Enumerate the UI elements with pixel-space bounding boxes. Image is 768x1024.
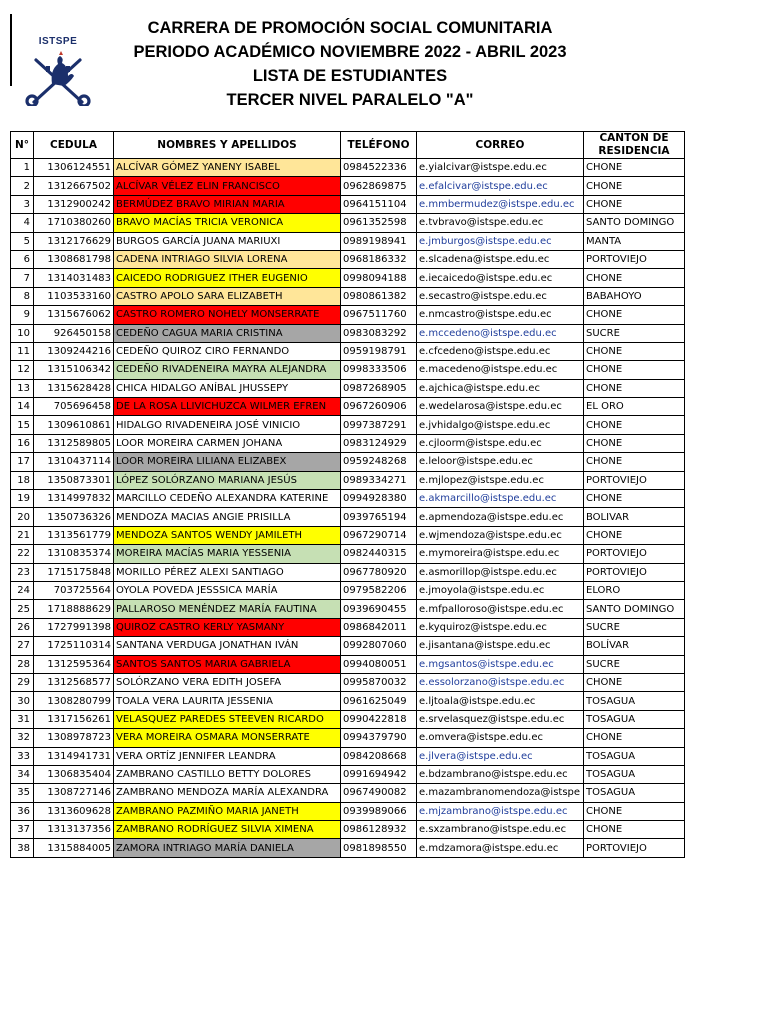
phone-cell: 0987268905 [341,379,417,397]
header-phone: TELÉFONO [341,132,417,159]
cedula-cell: 1306835404 [34,765,114,783]
email-cell: e.tvbravo@istspe.edu.ec [417,214,584,232]
canton-cell: BOLÍVAR [584,637,685,655]
phone-cell: 0989334271 [341,471,417,489]
student-name-cell: SANTOS SANTOS MARIA GABRIELA [114,655,341,673]
student-name-cell: LOOR MOREIRA CARMEN JOHANA [114,434,341,452]
phone-cell: 0939690455 [341,600,417,618]
canton-cell: CHONE [584,416,685,434]
cedula-cell: 703725564 [34,581,114,599]
table-row [11,232,685,250]
table-row [11,159,685,177]
table-row [11,177,685,195]
table-row [11,563,685,581]
row-number: 29 [11,673,34,691]
phone-cell: 0964151104 [341,195,417,213]
student-name-cell: CEDEÑO QUIROZ CIRO FERNANDO [114,342,341,360]
canton-cell: PORTOVIEJO [584,839,685,857]
canton-cell: CHONE [584,177,685,195]
email-cell: e.nmcastro@istspe.edu.ec [417,306,584,324]
phone-cell: 0979582206 [341,581,417,599]
student-name-cell: MORILLO PÉREZ ALEXI SANTIAGO [114,563,341,581]
table-row [11,195,685,213]
cedula-cell: 1718888629 [34,600,114,618]
students-table [10,131,685,858]
phone-cell: 0967511760 [341,306,417,324]
student-name-cell: ZAMBRANO MENDOZA MARÍA ALEXANDRA [114,784,341,802]
student-name-cell: ALCÍVAR GÓMEZ YANENY ISABEL [114,159,341,177]
phone-cell: 0995870032 [341,673,417,691]
phone-cell: 0994928380 [341,490,417,508]
phone-cell: 0967780920 [341,563,417,581]
canton-cell: BOLIVAR [584,508,685,526]
cedula-cell: 1315884005 [34,839,114,857]
table-row [11,637,685,655]
canton-cell: TOSAGUA [584,710,685,728]
email-cell: e.jvhidalgo@istspe.edu.ec [417,416,584,434]
email-cell: e.jmoyola@istspe.edu.ec [417,581,584,599]
header-canton: CANTON DE RESIDENCIA [584,132,685,159]
email-cell: e.jmburgos@istspe.edu.ec [417,232,584,250]
student-name-cell: ZAMBRANO PAZMIÑO MARIA JANETH [114,802,341,820]
canton-cell: CHONE [584,159,685,177]
rooster-keys-icon [22,46,94,106]
email-cell: e.mmbermudez@istspe.edu.ec [417,195,584,213]
cedula-cell: 1715175848 [34,563,114,581]
email-cell: e.asmorillop@istspe.edu.ec [417,563,584,581]
row-number: 21 [11,526,34,544]
cedula-cell: 1710380260 [34,214,114,232]
cedula-cell: 1310835374 [34,545,114,563]
email-cell: e.cjloorm@istspe.edu.ec [417,434,584,452]
table-row [11,784,685,802]
header-number: N° [11,132,34,159]
table-row [11,287,685,305]
student-name-cell: BRAVO MACÍAS TRICIA VERONICA [114,214,341,232]
canton-cell: ELORO [584,581,685,599]
canton-cell: PORTOVIEJO [584,563,685,581]
email-cell: e.wjmendoza@istspe.edu.ec [417,526,584,544]
table-row [11,269,685,287]
canton-cell: SANTO DOMINGO [584,214,685,232]
student-name-cell: VERA ORTÍZ JENNIFER LEANDRA [114,747,341,765]
row-number: 27 [11,637,34,655]
document-title [100,16,600,112]
phone-cell: 0967490082 [341,784,417,802]
student-name-cell: ZAMBRANO RODRÍGUEZ SILVIA XIMENA [114,821,341,839]
email-cell: e.iecaicedo@istspe.edu.ec [417,269,584,287]
table-row [11,618,685,636]
row-number: 23 [11,563,34,581]
canton-cell: CHONE [584,729,685,747]
email-cell: e.mjlopez@istspe.edu.ec [417,471,584,489]
table-row [11,692,685,710]
email-cell: e.essolorzano@istspe.edu.ec [417,673,584,691]
header-divider [10,14,12,86]
student-name-cell: OYOLA POVEDA JESSSICA MARÍA [114,581,341,599]
canton-cell: TOSAGUA [584,692,685,710]
table-row [11,655,685,673]
table-row [11,765,685,783]
table-row [11,526,685,544]
table-row [11,471,685,489]
row-number: 28 [11,655,34,673]
table-row [11,508,685,526]
row-number: 18 [11,471,34,489]
phone-cell: 0991694942 [341,765,417,783]
phone-cell: 0962869875 [341,177,417,195]
canton-cell: TOSAGUA [584,784,685,802]
email-cell: e.mfpalloroso@istspe.edu.ec [417,600,584,618]
row-number: 8 [11,287,34,305]
row-number: 31 [11,710,34,728]
cedula-cell: 1306124551 [34,159,114,177]
cedula-cell: 1310437114 [34,453,114,471]
student-name-cell: BERMÚDEZ BRAVO MIRIAN MARIA [114,195,341,213]
cedula-cell: 1313561779 [34,526,114,544]
row-number: 5 [11,232,34,250]
phone-cell: 0961352598 [341,214,417,232]
row-number: 35 [11,784,34,802]
cedula-cell: 1314941731 [34,747,114,765]
canton-cell: BABAHOYO [584,287,685,305]
canton-cell: EL ORO [584,398,685,416]
phone-cell: 0939989066 [341,802,417,820]
phone-cell: 0984208668 [341,747,417,765]
canton-cell: CHONE [584,821,685,839]
row-number: 26 [11,618,34,636]
title-list: LISTA DE ESTUDIANTES [252,67,448,85]
email-cell: e.mccedeno@istspe.edu.ec [417,324,584,342]
student-name-cell: CAICEDO RODRIGUEZ ITHER EUGENIO [114,269,341,287]
table-row [11,398,685,416]
table-row [11,434,685,452]
row-number: 20 [11,508,34,526]
cedula-cell: 1308280799 [34,692,114,710]
email-cell: e.ajchica@istspe.edu.ec [417,379,584,397]
student-name-cell: HIDALGO RIVADENEIRA JOSÉ VINICIO [114,416,341,434]
canton-cell: SUCRE [584,324,685,342]
row-number: 32 [11,729,34,747]
email-cell: e.efalcivar@istspe.edu.ec [417,177,584,195]
canton-cell: CHONE [584,453,685,471]
table-row [11,453,685,471]
phone-cell: 0967260906 [341,398,417,416]
cedula-cell: 1315628428 [34,379,114,397]
row-number: 14 [11,398,34,416]
email-cell: e.srvelasquez@istspe.edu.ec [417,710,584,728]
student-name-cell: QUIROZ CASTRO KERLY YASMANY [114,618,341,636]
cedula-cell: 1312595364 [34,655,114,673]
canton-cell: CHONE [584,361,685,379]
cedula-cell: 1315676062 [34,306,114,324]
student-name-cell: ZAMBRANO CASTILLO BETTY DOLORES [114,765,341,783]
row-number: 25 [11,600,34,618]
email-cell: e.mgsantos@istspe.edu.ec [417,655,584,673]
email-cell: e.secastro@istspe.edu.ec [417,287,584,305]
cedula-cell: 1312176629 [34,232,114,250]
table-row [11,342,685,360]
cedula-cell: 1312900242 [34,195,114,213]
phone-cell: 0997387291 [341,416,417,434]
student-name-cell: DE LA ROSA LLIVICHUZCA WILMER EFREN [114,398,341,416]
row-number: 6 [11,250,34,268]
table-row [11,802,685,820]
header-cedula: CEDULA [34,132,114,159]
row-number: 22 [11,545,34,563]
row-number: 11 [11,342,34,360]
email-cell: e.jlvera@istspe.edu.ec [417,747,584,765]
cedula-cell: 1103533160 [34,287,114,305]
email-cell: e.omvera@istspe.edu.ec [417,729,584,747]
canton-cell: TOSAGUA [584,747,685,765]
email-cell: e.slcadena@istspe.edu.ec [417,250,584,268]
email-cell: e.mymoreira@istspe.edu.ec [417,545,584,563]
cedula-cell: 1725110314 [34,637,114,655]
row-number: 2 [11,177,34,195]
logo-text: ISTSPE [38,36,78,47]
header-names: NOMBRES Y APELLIDOS [114,132,341,159]
table-row [11,416,685,434]
email-cell: e.akmarcillo@istspe.edu.ec [417,490,584,508]
canton-cell: PORTOVIEJO [584,471,685,489]
student-name-cell: MOREIRA MACÍAS MARIA YESSENIA [114,545,341,563]
canton-cell: MANTA [584,232,685,250]
row-number: 1 [11,159,34,177]
cedula-cell: 1308681798 [34,250,114,268]
phone-cell: 0967290714 [341,526,417,544]
email-cell: e.ljtoala@istspe.edu.ec [417,692,584,710]
phone-cell: 0983124929 [341,434,417,452]
table-row [11,747,685,765]
student-name-cell: TOALA VERA LAURITA JESSENIA [114,692,341,710]
cedula-cell: 705696458 [34,398,114,416]
email-cell: e.mazambranomendoza@istspe [417,784,584,802]
cedula-cell: 1317156261 [34,710,114,728]
phone-cell: 0980861382 [341,287,417,305]
phone-cell: 0994379790 [341,729,417,747]
student-name-cell: CHICA HIDALGO ANÍBAL JHUSSEPY [114,379,341,397]
student-name-cell: CADENA INTRIAGO SILVIA LORENA [114,250,341,268]
student-name-cell: ALCÍVAR VÉLEZ ELIN FRANCISCO [114,177,341,195]
canton-cell: CHONE [584,269,685,287]
student-name-cell: CASTRO APOLO SARA ELIZABETH [114,287,341,305]
canton-cell: CHONE [584,673,685,691]
row-number: 24 [11,581,34,599]
canton-cell: CHONE [584,802,685,820]
cedula-cell: 1308727146 [34,784,114,802]
cedula-cell: 1313609628 [34,802,114,820]
student-name-cell: MARCILLO CEDEÑO ALEXANDRA KATERINE [114,490,341,508]
canton-cell: CHONE [584,342,685,360]
row-number: 16 [11,434,34,452]
table-row [11,324,685,342]
phone-cell: 0998094188 [341,269,417,287]
student-name-cell: VERA MOREIRA OSMARA MONSERRATE [114,729,341,747]
row-number: 7 [11,269,34,287]
student-name-cell: LÓPEZ SOLÓRZANO MARIANA JESÚS [114,471,341,489]
row-number: 33 [11,747,34,765]
phone-cell: 0989198941 [341,232,417,250]
canton-cell: PORTOVIEJO [584,545,685,563]
phone-cell: 0986842011 [341,618,417,636]
student-name-cell: CEDEÑO CAGUA MARIA CRISTINA [114,324,341,342]
phone-cell: 0984522336 [341,159,417,177]
student-name-cell: VELASQUEZ PAREDES STEEVEN RICARDO [114,710,341,728]
student-name-cell: CEDEÑO RIVADENEIRA MAYRA ALEJANDRA [114,361,341,379]
row-number: 19 [11,490,34,508]
cedula-cell: 1312589805 [34,434,114,452]
cedula-cell: 1314031483 [34,269,114,287]
phone-cell: 0959248268 [341,453,417,471]
cedula-cell: 1727991398 [34,618,114,636]
phone-cell: 0981898550 [341,839,417,857]
cedula-cell: 1314997832 [34,490,114,508]
table-row [11,361,685,379]
student-name-cell: PALLAROSO MENÉNDEZ MARÍA FAUTINA [114,600,341,618]
student-name-cell: CASTRO ROMERO NOHELY MONSERRATE [114,306,341,324]
email-cell: e.cfcedeno@istspe.edu.ec [417,342,584,360]
email-cell: e.apmendoza@istspe.edu.ec [417,508,584,526]
row-number: 4 [11,214,34,232]
cedula-cell: 1312568577 [34,673,114,691]
email-cell: e.mdzamora@istspe.edu.ec [417,839,584,857]
phone-cell: 0992807060 [341,637,417,655]
student-name-cell: SOLÓRZANO VERA EDITH JOSEFA [114,673,341,691]
phone-cell: 0986128932 [341,821,417,839]
canton-cell: SANTO DOMINGO [584,600,685,618]
phone-cell: 0961625049 [341,692,417,710]
cedula-cell: 1313137356 [34,821,114,839]
phone-cell: 0983083292 [341,324,417,342]
row-number: 34 [11,765,34,783]
table-row [11,214,685,232]
table-row [11,306,685,324]
email-cell: e.sxzambrano@istspe.edu.ec [417,821,584,839]
canton-cell: TOSAGUA [584,765,685,783]
table-row [11,379,685,397]
student-name-cell: MENDOZA SANTOS WENDY JAMILETH [114,526,341,544]
email-cell: e.jisantana@istspe.edu.ec [417,637,584,655]
email-cell: e.mjzambrano@istspe.edu.ec [417,802,584,820]
email-cell: e.bdzambrano@istspe.edu.ec [417,765,584,783]
row-number: 37 [11,821,34,839]
row-number: 10 [11,324,34,342]
cedula-cell: 1308978723 [34,729,114,747]
table-row [11,729,685,747]
canton-cell: CHONE [584,306,685,324]
phone-cell: 0939765194 [341,508,417,526]
row-number: 13 [11,379,34,397]
table-row [11,600,685,618]
canton-cell: CHONE [584,195,685,213]
cedula-cell: 1309244216 [34,342,114,360]
title-period: PERIODO ACADÉMICO NOVIEMBRE 2022 - ABRIL 2023 [133,43,567,61]
table-row [11,839,685,857]
row-number: 36 [11,802,34,820]
row-number: 30 [11,692,34,710]
phone-cell: 0959198791 [341,342,417,360]
header-email: CORREO [417,132,584,159]
email-cell: e.wedelarosa@istspe.edu.ec [417,398,584,416]
canton-cell: CHONE [584,379,685,397]
phone-cell: 0990422818 [341,710,417,728]
cedula-cell: 926450158 [34,324,114,342]
row-number: 9 [11,306,34,324]
table-row [11,710,685,728]
email-cell: e.yialcivar@istspe.edu.ec [417,159,584,177]
table-row [11,545,685,563]
row-number: 38 [11,839,34,857]
canton-cell: CHONE [584,434,685,452]
row-number: 17 [11,453,34,471]
email-cell: e.macedeno@istspe.edu.ec [417,361,584,379]
student-name-cell: ZAMORA INTRIAGO MARÍA DANIELA [114,839,341,857]
canton-cell: PORTOVIEJO [584,250,685,268]
canton-cell: SUCRE [584,655,685,673]
cedula-cell: 1312667502 [34,177,114,195]
email-cell: e.leloor@istspe.edu.ec [417,453,584,471]
student-name-cell: LOOR MOREIRA LILIANA ELIZABEX [114,453,341,471]
student-name-cell: SANTANA VERDUGA JONATHAN IVÁN [114,637,341,655]
table-row [11,490,685,508]
canton-cell: CHONE [584,526,685,544]
canton-cell: CHONE [584,490,685,508]
cedula-cell: 1350736326 [34,508,114,526]
student-name-cell: MENDOZA MACIAS ANGIE PRISILLA [114,508,341,526]
title-career: CARRERA DE PROMOCIÓN SOCIAL COMUNITARIA [147,19,553,37]
phone-cell: 0998333506 [341,361,417,379]
istspe-logo [22,36,94,104]
table-row [11,673,685,691]
cedula-cell: 1309610861 [34,416,114,434]
row-number: 15 [11,416,34,434]
table-row [11,821,685,839]
phone-cell: 0968186332 [341,250,417,268]
table-header-row [11,132,685,159]
email-cell: e.kyquiroz@istspe.edu.ec [417,618,584,636]
cedula-cell: 1350873301 [34,471,114,489]
student-name-cell: BURGOS GARCÍA JUANA MARIUXI [114,232,341,250]
row-number: 12 [11,361,34,379]
row-number: 3 [11,195,34,213]
phone-cell: 0982440315 [341,545,417,563]
table-row [11,250,685,268]
table-row [11,581,685,599]
title-level: TERCER NIVEL PARALELO "A" [226,91,474,109]
cedula-cell: 1315106342 [34,361,114,379]
phone-cell: 0994080051 [341,655,417,673]
canton-cell: SUCRE [584,618,685,636]
